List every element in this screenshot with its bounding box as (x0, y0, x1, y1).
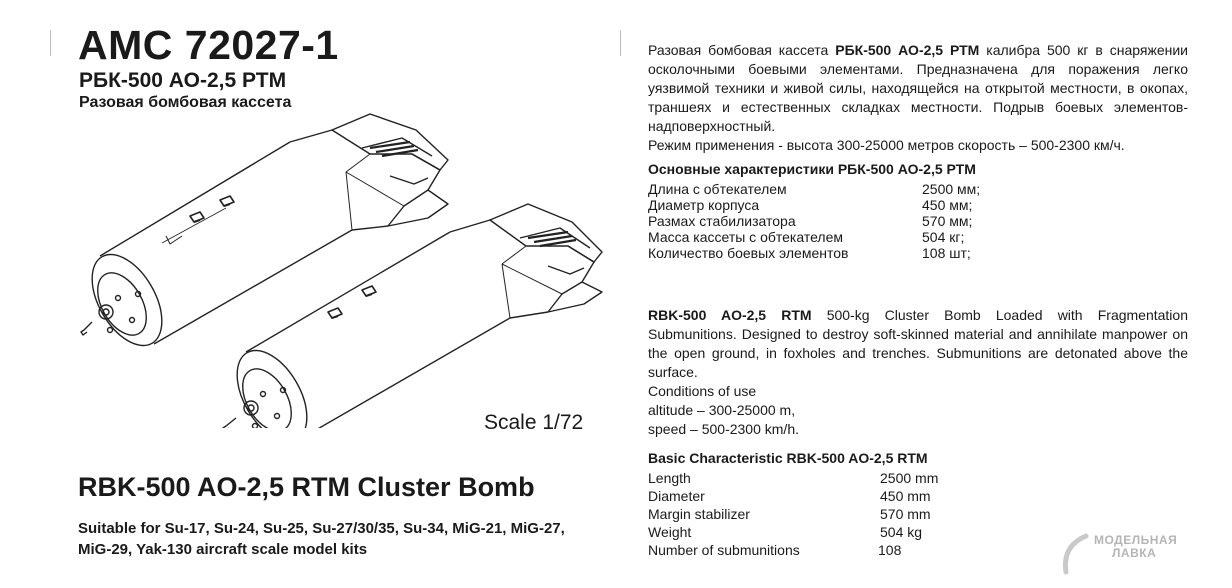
spec-label: Number of submunitions (648, 542, 800, 558)
spec-label: Weight (648, 524, 692, 540)
product-name-ru: РБК-500 АО-2,5 РТМ (79, 69, 287, 92)
description-ru-bold: РБК-500 АО-2,5 РТМ (835, 42, 980, 58)
spec-value: 504 kg (880, 524, 923, 540)
crop-mark-left (50, 30, 51, 56)
description-en-bold: RBK-500 AO-2,5 RTM (648, 307, 812, 323)
spec-label: Масса кассеты с обтекателем (648, 229, 843, 245)
product-kind-ru: Разовая бомбовая кассета (79, 94, 292, 111)
description-ru-start: Разовая бомбовая кассета (648, 42, 836, 58)
watermark-logo (1068, 534, 1177, 560)
watermark-line1: МОДЕЛЬНАЯ (1094, 533, 1178, 547)
spec-value: 2500 мм; (922, 181, 981, 197)
spec-label: Диаметр корпуса (648, 197, 760, 213)
spec-label: Размах стабилизатора (648, 213, 796, 229)
spec-value: 450 mm (880, 488, 931, 504)
spec-value: 2500 mm (880, 470, 939, 486)
crop-mark-center (620, 30, 621, 56)
product-code: AMC 72027-1 (78, 22, 339, 68)
spec-value: 108 (878, 542, 902, 558)
description-ru (648, 41, 1188, 155)
description-ru-rest: калибра 500 кг в снаряжении осколочными боевыми элементами. Предназначена для поражения легко уязвимой техники и живой силы, находящейся на открытой местности, в окопах, траншеях и естественных складках местности. Подрыв боевых элементов- надповерхностный. (648, 42, 1189, 134)
scale-label: Scale 1/72 (484, 411, 584, 434)
watermark-line2: ЛАВКА (1112, 546, 1157, 560)
description-en (648, 306, 1188, 439)
description-en-rest: 500-kg Cluster Bomb Loaded with Fragmentation Submunitions. Designed to destroy soft-skinned material and annihilate manpower on the open ground, in foxholes and trenches. Submunitions are detonated above the surface. (648, 307, 1188, 380)
conditions-title: Conditions of use (648, 383, 757, 399)
bomb-drawing (70, 108, 610, 428)
spec-label: Margin stabilizer (648, 506, 750, 522)
spec-value: 108 шт; (922, 245, 971, 261)
specs-en-title: Basic Characteristic RBK-500 AO-2,5 RTM (648, 450, 928, 466)
spec-value: 504 кг; (922, 229, 965, 245)
suitable-for: Suitable for Su-17, Su-24, Su-25, Su-27/30/35, Su-34, MiG-21, MiG-27, MiG-29, Yak-130 aircraft scale model kits (78, 520, 565, 558)
spec-label: Длина с обтекателем (648, 181, 787, 197)
spec-value: 570 мм; (922, 213, 973, 229)
spec-label: Количество боевых элементов (648, 245, 849, 261)
bomb-lower (223, 204, 602, 428)
conditions-speed: speed – 500-2300 km/h. (648, 421, 799, 437)
spec-value: 570 mm (880, 506, 931, 522)
specs-ru-title: Основные характеристики РБК-500 АО-2,5 РТМ (648, 161, 976, 177)
watermark-arc-icon (1060, 532, 1100, 576)
spec-label: Length (648, 470, 691, 486)
spec-value: 450 мм; (922, 197, 973, 213)
usage-mode-ru: Режим применения - высота 300-25000 метров скорость – 500-2300 км/ч. (648, 137, 1125, 153)
conditions-altitude: altitude – 300-25000 m, (648, 402, 796, 418)
bomb-upper (78, 114, 448, 357)
spec-label: Diameter (648, 488, 705, 504)
product-title-en: RBK-500 AO-2,5 RTM Cluster Bomb (78, 472, 535, 502)
